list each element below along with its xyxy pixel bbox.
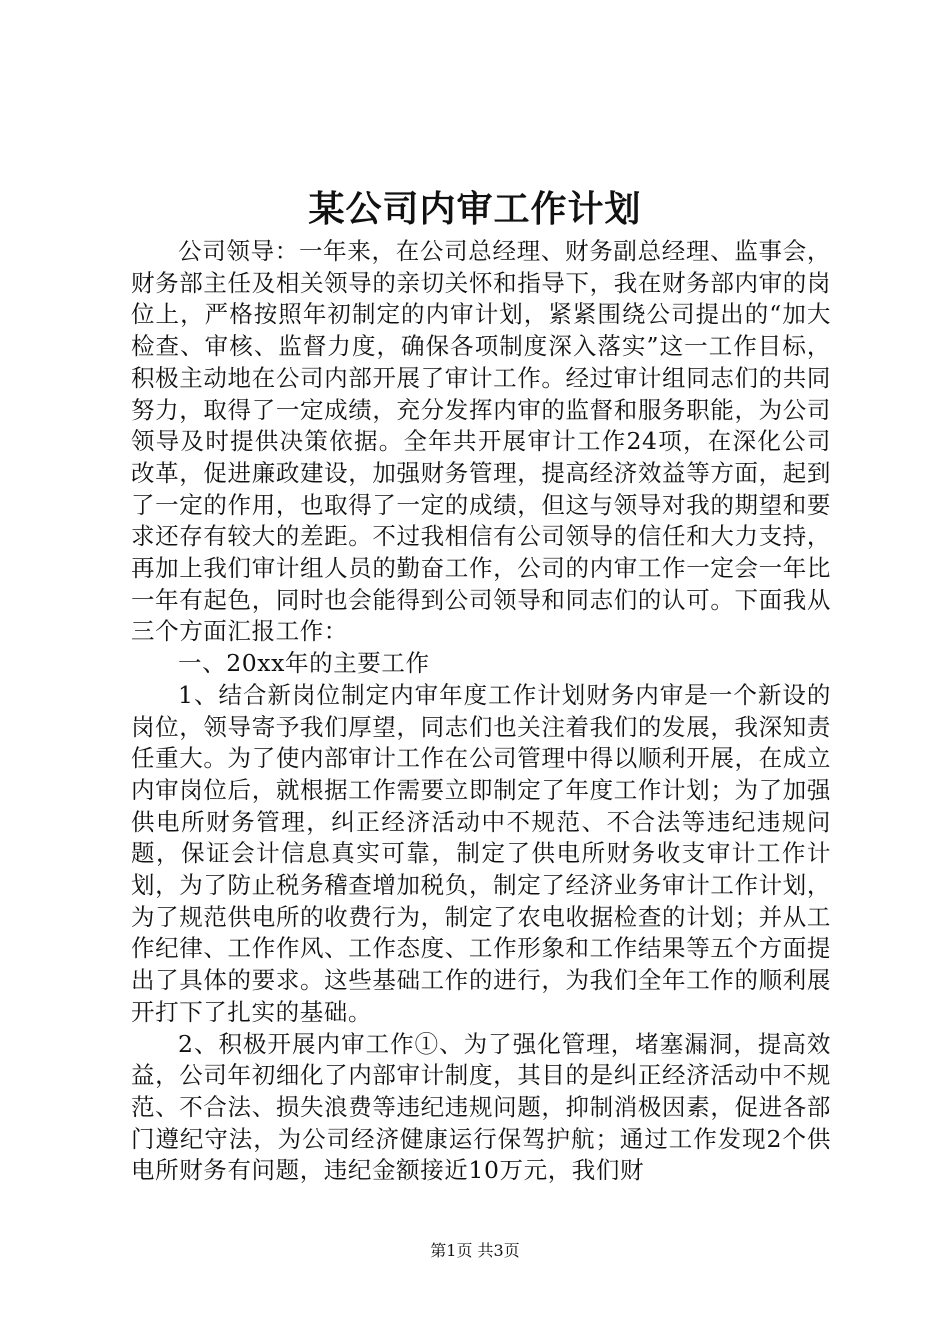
page-number-footer: 第1页 共3页 — [430, 1241, 520, 1260]
section-heading: 一、20xx年的主要工作 — [178, 649, 430, 678]
body-paragraph: 2、积极开展内审工作①、为了强化管理，堵塞漏洞，提高效益，公司年初细化了内部审计制度，其目的是纠正经济活动中不规范、不合法、损失浪费等违纪违规问题，抑制消极因素，促进各部门遵纪守法，为公司经济健康运行保驾护航；通过工作发现2个供电所财务有问题，违纪金额接近10万元，我们财 — [131, 1029, 831, 1185]
document-title: 某公司内审工作计划 — [308, 188, 642, 230]
body-paragraph: 1、结合新岗位制定内审年度工作计划财务内审是一个新设的岗位，领导寄予我们厚望，同志们也关注着我们的发展，我深知责任重大。为了使内部审计工作在公司管理中得以顺利开展，在成立内审岗位后，就根据工作需要立即制定了年度工作计划；为了加强供电所财务管理，纠正经济活动中不规范、不合法等违纪违规问题，保证会计信息真实可靠，制定了供电所财务收支审计工作计划，为了防止税务稽查增加税负，制定了经济业务审计工作计划，为了规范供电所的收费行为，制定了农电收据检查的计划；并从工作纪律、工作作风、工作态度、工作形象和工作结果等五个方面提出了具体的要求。这些基础工作的进行，为我们全年工作的顺利展开打下了扎实的基础。 — [131, 680, 831, 1026]
document-body — [131, 236, 831, 1187]
intro-paragraph: 公司领导：一年来，在公司总经理、财务副总经理、监事会，财务部主任及相关领导的亲切关怀和指导下，我在财务部内审的岗位上，严格按照年初制定的内审计划，紧紧围绕公司提出的“加大检查、审核、监督力度，确保各项制度深入落实”这一工作目标，积极主动地在公司内部开展了审计工作。经过审计组同志们的共同努力，取得了一定成绩，充分发挥内审的监督和服务职能，为公司领导及时提供决策依据。全年共开展审计工作24项，在深化公司改革，促进廉政建设，加强财务管理，提高经济效益等方面，起到了一定的作用，也取得了一定的成绩，但这与领导对我的期望和要求还存有较大的差距。不过我相信有公司领导的信任和大力支持，再加上我们审计组人员的勤奋工作，公司的内审工作一定会一年比一年有起色，同时也会能得到公司领导和同志们的认可。下面我从三个方面汇报工作： — [131, 237, 831, 646]
